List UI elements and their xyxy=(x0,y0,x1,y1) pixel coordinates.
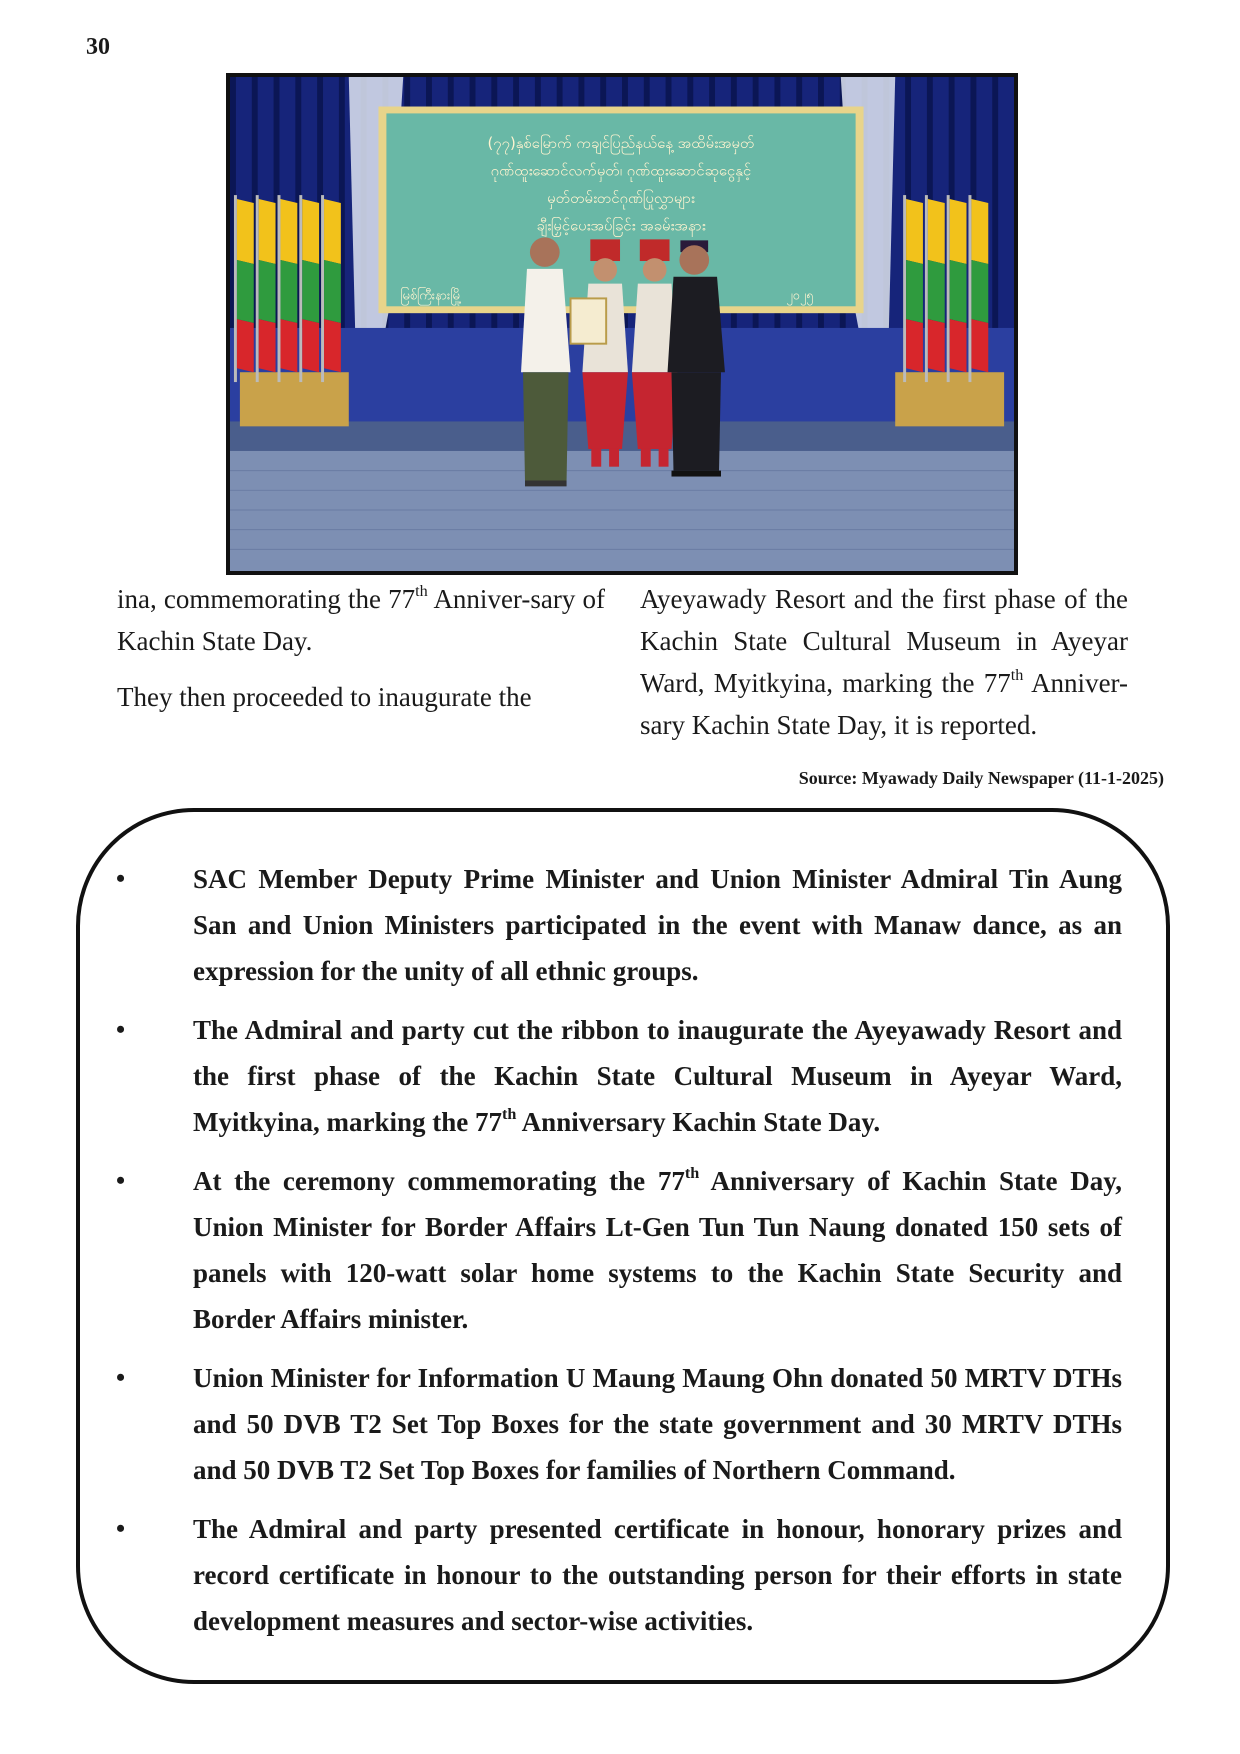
highlight-item: • The Admiral and party presented certificate in honour, honorary prizes and record certificate in honour to the outstanding person for their efforts in state development measures and sector-wise activities. xyxy=(124,1506,1122,1644)
bullet-icon: • xyxy=(116,864,126,893)
page-number: 30 xyxy=(86,34,110,60)
banner-line-4: ချီးမြှင့်ပေးအပ်ခြင်း အခမ်းအနား xyxy=(536,217,706,235)
ceremony-photo-illustration xyxy=(230,77,1014,571)
article-column-left xyxy=(117,578,605,732)
highlight-item: • At the ceremony commemorating the 77th Anniversary of Kachin State Day, Union Minister for Border Affairs Lt-Gen Tun Tun Naung donated 150 sets of panels with 120-watt solar home systems to the Kachin State Security and Border Affairs minister. xyxy=(124,1158,1122,1342)
highlight-item: • Union Minister for Information U Maung Maung Ohn donated 50 MRTV DTHs and 50 DVB T2 Set Top Boxes for the state government and 30 MRTV DTHs and 50 DVB T2 Set Top Boxes for families of Northern Command. xyxy=(124,1355,1122,1493)
banner-line-3: မှတ်တမ်းတင်ဂုဏ်ပြုလွှာများ xyxy=(547,189,695,207)
highlights-list xyxy=(116,856,1122,1657)
ceremony-photo xyxy=(226,73,1018,575)
article-left-paragraph-2: They then proceeded to inaugurate the xyxy=(117,682,532,712)
source-citation: Source: Myawady Daily Newspaper (11-1-2025) xyxy=(798,768,1164,788)
highlight-item: • The Admiral and party cut the ribbon to inaugurate the Ayeyawady Resort and the first phase of the Kachin State Cultural Museum in Ayeyar Ward, Myitkyina, marking the 77th Anniversary Kachin State Day. xyxy=(124,1007,1122,1145)
banner-footer-left: မြစ်ကြီးနားမြို့ xyxy=(400,288,462,304)
highlight-item: • SAC Member Deputy Prime Minister and Union Minister Admiral Tin Aung San and Union Ministers participated in the event with Manaw dance, as an expression for the unity of all ethnic groups. xyxy=(124,856,1122,994)
banner-line-2: ဂုဏ်ထူးဆောင်လက်မှတ်၊ ဂုဏ်ထူးဆောင်ဆုငွေနှင့် xyxy=(490,162,752,180)
banner-line-1: (၇၇)နှစ်မြောက် ကချင်ပြည်နယ်နေ့ အထိမ်းအမှတ် xyxy=(487,134,755,152)
bullet-icon: • xyxy=(116,1363,126,1392)
bullet-icon: • xyxy=(116,1514,126,1543)
bullet-icon: • xyxy=(116,1015,126,1044)
article-column-right xyxy=(640,578,1128,760)
article-right-paragraph-1: Ayeyawady Resort and the first phase of the Kachin State Cultural Museum in Ayeyar Ward, Myitkyina, marking the 77th Anniver-sary Kachin State Day, it is reported. xyxy=(640,584,1128,740)
bullet-icon: • xyxy=(116,1166,126,1195)
certificate xyxy=(571,298,607,343)
highlights-box xyxy=(76,808,1170,1684)
article-left-paragraph-1: ina, commemorating the 77th Anniver-sary of Kachin State Day. xyxy=(117,581,606,656)
banner-footer-right: ၂၀၂၅ xyxy=(786,288,814,304)
